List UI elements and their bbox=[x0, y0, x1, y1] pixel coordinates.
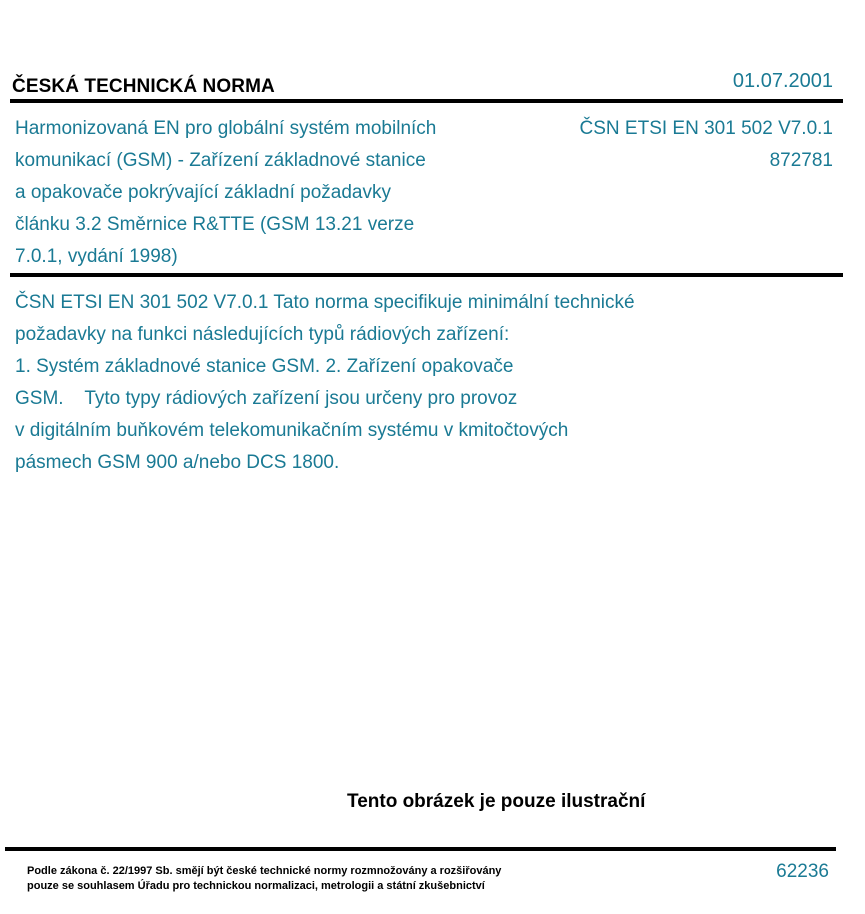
standard-title-line: článku 3.2 Směrnice R&TTE (GSM 13.21 verze bbox=[15, 214, 415, 235]
footer-divider bbox=[5, 847, 836, 851]
abstract-line: GSM. Tyto typy rádiových zařízení jsou určeny pro provoz bbox=[15, 388, 518, 409]
standard-code: ČSN ETSI EN 301 502 V7.0.1 bbox=[579, 118, 833, 139]
standard-title-line: 7.0.1, vydání 1998) bbox=[15, 246, 178, 267]
standard-title bbox=[15, 113, 515, 273]
standard-title-line: a opakovače pokrývající základní požadavky bbox=[15, 182, 391, 203]
abstract-line: požadavky na funkci následujících typů rádiových zařízení: bbox=[15, 324, 510, 345]
abstract-line: 1. Systém základnové stanice GSM. 2. Zařízení opakovače bbox=[15, 356, 514, 377]
standard-title-line: komunikací (GSM) - Zařízení základnové stanice bbox=[15, 150, 426, 171]
copyright-notice bbox=[27, 864, 501, 894]
illustration-notice: Tento obrázek je pouze ilustrační bbox=[347, 791, 646, 812]
standard-code-block bbox=[580, 113, 833, 177]
abstract-line: v digitálním buňkovém telekomunikačním systému v kmitočtových bbox=[15, 420, 569, 441]
abstract-line: ČSN ETSI EN 301 502 V7.0.1 Tato norma specifikuje minimální technické bbox=[15, 292, 635, 313]
header-divider bbox=[10, 99, 843, 103]
abstract-text bbox=[15, 287, 795, 479]
document-header-title: ČESKÁ TECHNICKÁ NORMA bbox=[12, 76, 275, 97]
title-divider bbox=[10, 273, 843, 277]
publication-date: 01.07.2001 bbox=[732, 70, 833, 92]
standard-title-line: Harmonizovaná EN pro globální systém mobilních bbox=[15, 118, 437, 139]
class-number: 872781 bbox=[769, 150, 833, 171]
copyright-notice-line: pouze se souhlasem Úřadu pro technickou normalizaci, metrologii a státní zkušebnictví bbox=[27, 880, 485, 892]
abstract-line: pásmech GSM 900 a/nebo DCS 1800. bbox=[15, 452, 340, 473]
catalog-number: 62236 bbox=[776, 861, 829, 882]
copyright-notice-line: Podle zákona č. 22/1997 Sb. smějí být české technické normy rozmnožovány a rozšiřovány bbox=[27, 865, 502, 877]
